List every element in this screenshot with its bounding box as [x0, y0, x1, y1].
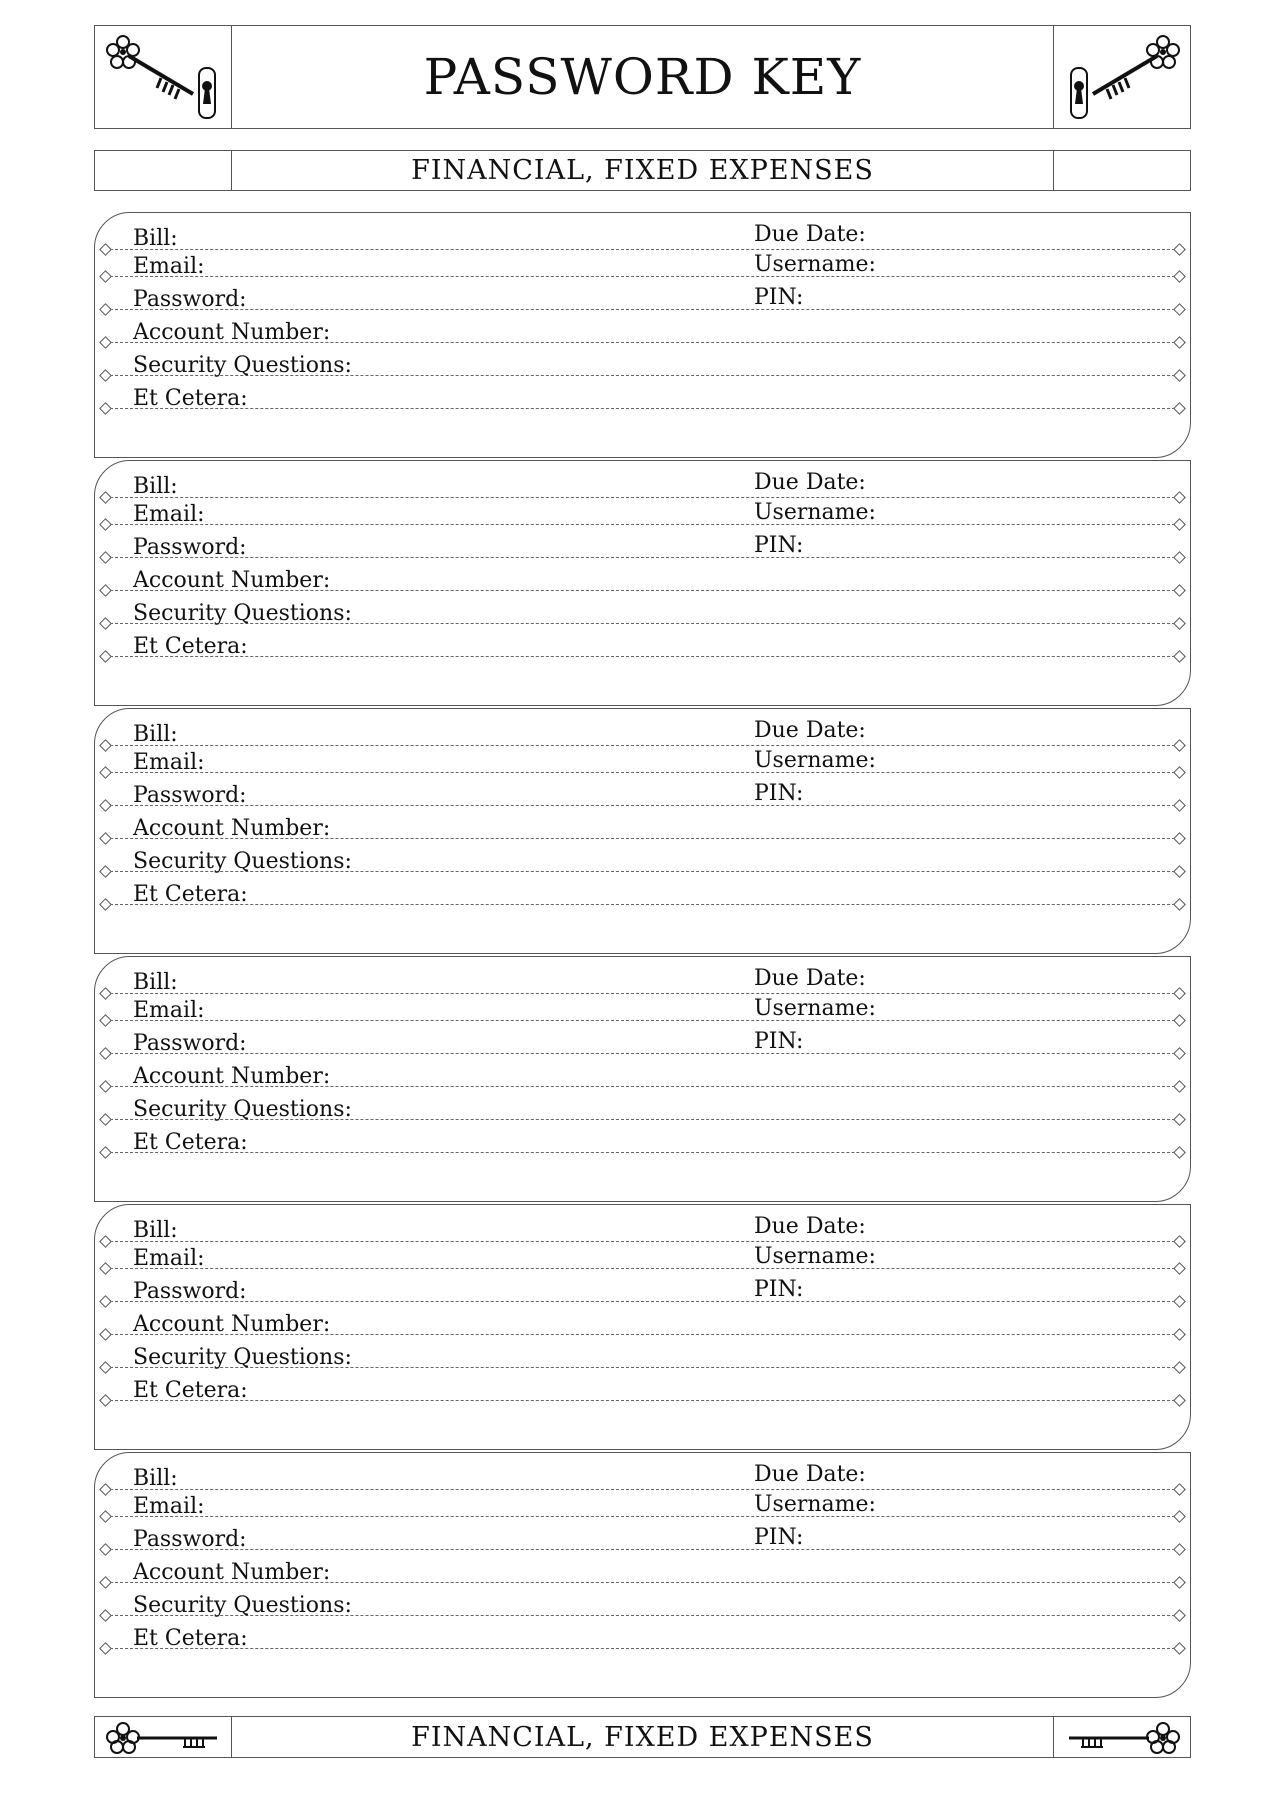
field-label-username: Username:: [754, 1244, 876, 1269]
key-keyhole-icon: [1061, 30, 1185, 122]
write-in-line[interactable]: [105, 309, 1180, 310]
field-label-account-number: Account Number:: [133, 568, 331, 593]
field-label-pin: PIN:: [754, 1029, 804, 1054]
footer-title: FINANCIAL, FIXED EXPENSES: [411, 1721, 874, 1753]
account-entry-card: [94, 1204, 1191, 1450]
field-label-account-number: Account Number:: [133, 1064, 331, 1089]
write-in-line[interactable]: [105, 805, 1180, 806]
field-label-due-date: Due Date:: [754, 222, 866, 247]
field-label-bill: Bill:: [133, 722, 178, 747]
field-label-security-questions: Security Questions:: [133, 1593, 352, 1618]
field-label-security-questions: Security Questions:: [133, 1097, 352, 1122]
field-label-bill: Bill:: [133, 474, 178, 499]
write-in-line[interactable]: [105, 1549, 1180, 1550]
page-header: [94, 25, 1191, 129]
write-in-line[interactable]: [105, 904, 1180, 905]
field-label-security-questions: Security Questions:: [133, 849, 352, 874]
key-keyhole-icon: [101, 30, 225, 122]
write-in-line[interactable]: [105, 1648, 1180, 1649]
field-label-due-date: Due Date:: [754, 470, 866, 495]
field-label-account-number: Account Number:: [133, 320, 331, 345]
field-label-email: Email:: [133, 502, 205, 527]
write-in-line[interactable]: [105, 1301, 1180, 1302]
field-label-email: Email:: [133, 1494, 205, 1519]
write-in-line[interactable]: [105, 276, 1180, 277]
field-label-username: Username:: [754, 252, 876, 277]
field-label-email: Email:: [133, 1246, 205, 1271]
write-in-line[interactable]: [105, 1152, 1180, 1153]
field-label-password: Password:: [133, 1527, 247, 1552]
account-entry-card: [94, 708, 1191, 954]
field-label-email: Email:: [133, 750, 205, 775]
write-in-line[interactable]: [105, 1268, 1180, 1269]
account-entry-card: [94, 212, 1191, 458]
page-title: PASSWORD KEY: [423, 48, 862, 106]
field-label-username: Username:: [754, 748, 876, 773]
field-label-account-number: Account Number:: [133, 816, 331, 841]
field-label-security-questions: Security Questions:: [133, 601, 352, 626]
field-label-pin: PIN:: [754, 533, 804, 558]
write-in-line[interactable]: [105, 1053, 1180, 1054]
field-label-et-cetera: Et Cetera:: [133, 634, 248, 659]
write-in-line[interactable]: [105, 497, 1180, 498]
field-label-password: Password:: [133, 1279, 247, 1304]
field-label-bill: Bill:: [133, 226, 178, 251]
field-label-email: Email:: [133, 998, 205, 1023]
write-in-line[interactable]: [105, 1241, 1180, 1242]
field-label-username: Username:: [754, 996, 876, 1021]
write-in-line[interactable]: [105, 249, 1180, 250]
field-label-pin: PIN:: [754, 1277, 804, 1302]
field-label-et-cetera: Et Cetera:: [133, 386, 248, 411]
field-label-security-questions: Security Questions:: [133, 1345, 352, 1370]
skeleton-key-icon: [105, 1719, 225, 1755]
account-entry-card: [94, 956, 1191, 1202]
write-in-line[interactable]: [105, 1489, 1180, 1490]
field-label-due-date: Due Date:: [754, 966, 866, 991]
field-label-password: Password:: [133, 783, 247, 808]
write-in-line[interactable]: [105, 745, 1180, 746]
section-header: [94, 150, 1191, 191]
write-in-line[interactable]: [105, 772, 1180, 773]
field-label-et-cetera: Et Cetera:: [133, 1378, 248, 1403]
field-label-password: Password:: [133, 287, 247, 312]
account-entry-card: [94, 1452, 1191, 1698]
field-label-pin: PIN:: [754, 1525, 804, 1550]
write-in-line[interactable]: [105, 1020, 1180, 1021]
field-label-account-number: Account Number:: [133, 1312, 331, 1337]
write-in-line[interactable]: [105, 993, 1180, 994]
section-title: FINANCIAL, FIXED EXPENSES: [411, 155, 874, 186]
field-label-password: Password:: [133, 1031, 247, 1056]
field-label-bill: Bill:: [133, 1218, 178, 1243]
field-label-pin: PIN:: [754, 285, 804, 310]
account-entry-card: [94, 460, 1191, 706]
field-label-password: Password:: [133, 535, 247, 560]
field-label-email: Email:: [133, 254, 205, 279]
write-in-line[interactable]: [105, 408, 1180, 409]
field-label-username: Username:: [754, 1492, 876, 1517]
field-label-account-number: Account Number:: [133, 1560, 331, 1585]
field-label-bill: Bill:: [133, 970, 178, 995]
write-in-line[interactable]: [105, 656, 1180, 657]
field-label-et-cetera: Et Cetera:: [133, 882, 248, 907]
field-label-due-date: Due Date:: [754, 1462, 866, 1487]
write-in-line[interactable]: [105, 524, 1180, 525]
field-label-username: Username:: [754, 500, 876, 525]
field-label-bill: Bill:: [133, 1466, 178, 1491]
field-label-due-date: Due Date:: [754, 1214, 866, 1239]
page-footer: [94, 1716, 1191, 1758]
write-in-line[interactable]: [105, 1516, 1180, 1517]
field-label-due-date: Due Date:: [754, 718, 866, 743]
write-in-line[interactable]: [105, 557, 1180, 558]
field-label-security-questions: Security Questions:: [133, 353, 352, 378]
field-label-et-cetera: Et Cetera:: [133, 1130, 248, 1155]
write-in-line[interactable]: [105, 1400, 1180, 1401]
field-label-et-cetera: Et Cetera:: [133, 1626, 248, 1651]
field-label-pin: PIN:: [754, 781, 804, 806]
skeleton-key-icon: [1061, 1719, 1181, 1755]
